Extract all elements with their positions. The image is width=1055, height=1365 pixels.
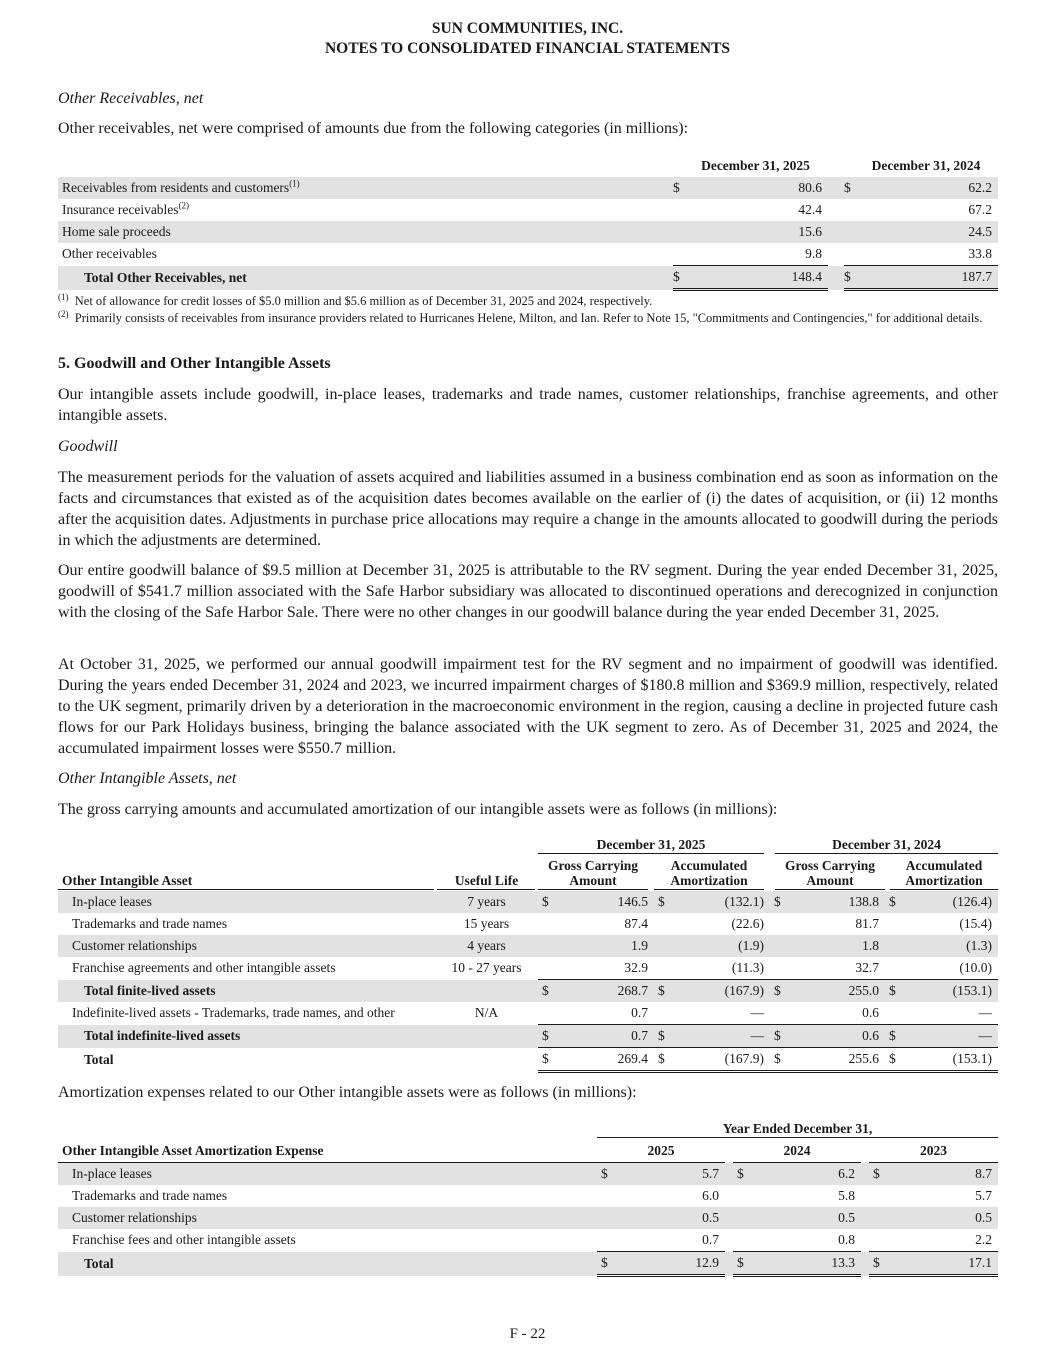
intangibles-row [58, 913, 998, 935]
total-label: Total Other Receivables, net [58, 266, 673, 290]
dollar-sign: $ [601, 1255, 608, 1270]
intangibles-row [58, 957, 998, 980]
oia-intro: The gross carrying amounts and accumulated amortization of our intangible assets were as follows (in millions): [58, 801, 778, 818]
amount-2023 [869, 1163, 998, 1186]
dollar-sign [844, 221, 854, 243]
spacer [828, 221, 844, 243]
dollar-sign: $ [654, 1025, 668, 1048]
row-label: Franchise fees and other intangible assets [72, 1232, 296, 1248]
col-year-2023: 2023 [869, 1140, 998, 1163]
receivables-body [58, 177, 998, 291]
dollar-sign: $ [601, 1166, 608, 1181]
footnote-1: $^{(1)}$ Net of allowance for credit losses of $5.0 million and $5.6 million as of December 31, 2025 and 2024, respectively. [58, 291, 653, 308]
company-name: SUN COMMUNITIES, INC. [431, 20, 624, 37]
dollar-sign [844, 243, 854, 266]
row-label-text: Home sale proceeds [62, 224, 171, 239]
spacer [861, 1252, 869, 1276]
dollar-sign [770, 913, 784, 935]
row-label [58, 243, 673, 266]
goodwill-paragraph-1: The measurement periods for the valuation of assets acquired and liabilities assumed in a business combination end as soon as information on the facts and circumstances that existed as of the acquisition dates becomes available on the earlier of (i) the dates of acquisition, or (ii) 12 months after the acquisition dates. Adjustments in purchase price allocations may require a change in the amounts allocated to goodwill during the periods in which the adjustments are determined. [58, 469, 998, 549]
row-label: Total [84, 1051, 114, 1067]
section-5-intro: Our intangible assets include goodwill, in-place leases, trademarks and trade names, customer relationships, franchise agreements, and other intangible assets. [58, 386, 998, 424]
intangibles-period-2025: December 31, 2025 [538, 836, 764, 854]
gross-2025: 268.7 [552, 980, 654, 1003]
dollar-sign: $ [673, 177, 683, 199]
accum-2024: (126.4) [899, 891, 998, 913]
gross-2025: 87.4 [624, 916, 648, 931]
gross-2025: 0.7 [552, 1025, 654, 1048]
rule-asset [58, 889, 434, 890]
page-number: F - 22 [509, 1326, 546, 1342]
dollar-sign [770, 957, 784, 980]
dollar-sign: $ [654, 891, 668, 913]
dollar-sign: $ [770, 980, 784, 1003]
dollar-sign [538, 1002, 552, 1025]
dollar-sign [844, 199, 854, 221]
gross-2024: 138.8 [784, 891, 885, 913]
intangibles-period-2024: December 31, 2024 [775, 836, 998, 854]
value-2024: 33.8 [968, 246, 992, 261]
row-label: Total finite-lived assets [58, 980, 435, 1003]
footnote-2: $^{(2)}$ Primarily consists of receivables from insurance providers related to Hurricanes Helene, Milton, and Ian. Refer to Note 15, "Commitments and Contingencies," for additional details. [58, 308, 983, 325]
receivables-row [58, 243, 998, 266]
amortization-total-row [58, 1252, 998, 1276]
intangibles-table [58, 891, 998, 1073]
footnote-marker: (2) [178, 200, 190, 211]
dollar-sign: $ [873, 1166, 880, 1181]
amount-value: 6.0 [702, 1188, 719, 1203]
dollar-sign: $ [538, 980, 552, 1003]
receivables-heading: Other Receivables, net [58, 90, 204, 107]
row-label-text: Other receivables [62, 246, 157, 262]
value-2025: 42.4 [798, 202, 822, 217]
dollar-sign [885, 913, 899, 935]
dollar-sign: $ [737, 1255, 744, 1270]
dollar-sign [654, 1002, 668, 1025]
value-2025: 80.6 [683, 177, 828, 199]
amortization-period: Year Ended December 31, [597, 1120, 998, 1138]
dollar-sign [770, 935, 784, 957]
accum-2025: — [668, 1002, 770, 1025]
amount-2025 [597, 1252, 725, 1276]
accum-2025: (132.1) [668, 891, 770, 913]
spacer [725, 1185, 733, 1207]
dollar-sign: $ [770, 891, 784, 913]
gross-2025: 146.5 [552, 891, 654, 913]
accum-2025: (1.9) [668, 935, 770, 957]
gross-2024: 0.6 [784, 1025, 885, 1048]
dollar-sign: $ [654, 980, 668, 1003]
amount-value: 17.1 [968, 1255, 992, 1270]
dollar-sign [654, 913, 668, 935]
amount-value: 0.5 [702, 1210, 719, 1225]
useful-life: 10 - 27 years [451, 960, 522, 976]
amount-2023 [869, 1207, 998, 1229]
spacer [725, 1207, 733, 1229]
col-accum-2025: Accumulated Amortization [670, 858, 748, 888]
amount-value: 5.7 [975, 1188, 992, 1203]
spacer [828, 199, 844, 221]
section-5-title: 5. Goodwill and Other Intangible Assets [58, 355, 331, 372]
col-accum-2024: Accumulated Amortization [905, 858, 983, 888]
col-gross-2025: Gross Carrying Amount [547, 858, 639, 888]
intangibles-row [58, 891, 998, 913]
row-label [58, 177, 673, 199]
receivables-total-row [58, 266, 998, 290]
col-amortization-expense: Other Intangible Asset Amortization Expense [58, 1140, 597, 1163]
amount-value: 13.3 [831, 1255, 855, 1270]
dollar-sign [654, 957, 668, 980]
goodwill-paragraph-3: At October 31, 2025, we performed our annual goodwill impairment test for the RV segment and no impairment of goodwill was identified. During the years ended December 31, 2024 and 2023, we incurred impairment charges of $180.8 million and $369.9 million, respectively, related to the UK segment, primarily driven by a deterioration in the macroeconomic environment in the region, causing a decline in projected future cash flows for our Park Holidays business, bringing the balance associated with the UK segment to zero. As of December 31, 2025 and 2024, the accumulated impairment losses were $550.7 million. [58, 656, 998, 757]
spacer [861, 1207, 869, 1229]
spacer [861, 1140, 869, 1163]
amount-2024 [733, 1207, 861, 1229]
spacer [725, 1163, 733, 1186]
oia-heading: Other Intangible Assets, net [58, 770, 237, 787]
rule-accum-2025 [654, 889, 764, 890]
rule-gross-2024 [775, 889, 885, 890]
row-label: In-place leases [58, 891, 435, 913]
amount-value: 0.5 [838, 1210, 855, 1225]
col-year-2025: 2025 [597, 1140, 725, 1163]
accum-2025: (11.3) [668, 957, 770, 980]
rule-life [437, 889, 535, 890]
spacer [828, 177, 844, 199]
gross-2024: 32.7 [784, 957, 885, 980]
spacer [828, 243, 844, 266]
dollar-sign [770, 1002, 784, 1025]
receivables-header-row [58, 155, 998, 178]
dollar-sign [538, 935, 552, 957]
dollar-sign: $ [844, 266, 854, 290]
total-finite-row [58, 980, 998, 1003]
receivables-row [58, 177, 998, 199]
useful-life: 7 years [435, 891, 538, 913]
spacer [725, 1252, 733, 1276]
accum-2024: (1.3) [899, 935, 998, 957]
row-label: Franchise agreements and other intangible assets [72, 960, 336, 976]
row-label: Trademarks and trade names [72, 916, 228, 931]
value-2024: 62.2 [854, 177, 998, 199]
dollar-sign: $ [673, 266, 683, 290]
footnote-marker: (1) [289, 178, 300, 189]
amount-2023 [869, 1185, 998, 1207]
row-label-text: Insurance receivables [62, 202, 179, 217]
spacer [725, 1140, 733, 1163]
useful-life [435, 1048, 538, 1072]
spacer [861, 1185, 869, 1207]
dollar-sign: $ [770, 1025, 784, 1048]
gross-2025: 32.9 [552, 957, 654, 980]
intangibles-row [58, 935, 998, 957]
amount-value: 5.8 [838, 1188, 855, 1203]
goodwill-heading: Goodwill [58, 438, 118, 455]
accum-2025: (22.6) [731, 916, 764, 931]
dollar-sign: $ [654, 1048, 668, 1072]
spacer [861, 1229, 869, 1252]
row-label [58, 221, 673, 243]
spacer [725, 1229, 733, 1252]
receivables-intro: Other receivables, net were comprised of amounts due from the following categories (in millions): [58, 120, 689, 137]
amortization-row [58, 1185, 998, 1207]
spacer [861, 1163, 869, 1186]
amount-2024 [733, 1185, 861, 1207]
amount-value: 8.7 [975, 1166, 992, 1181]
useful-life: 4 years [435, 935, 538, 957]
amortization-header-row [58, 1140, 998, 1163]
amount-2025 [597, 1185, 725, 1207]
value-2024: 67.2 [968, 202, 992, 217]
accum-2025: — [668, 1025, 770, 1048]
col-dec-2025: December 31, 2025 [683, 155, 828, 178]
row-label: Customer relationships [58, 935, 435, 957]
accum-2025: (167.9) [668, 980, 770, 1003]
gross-2024: 1.8 [784, 935, 885, 957]
amount-value: 6.2 [838, 1166, 855, 1181]
amount-value: 2.2 [975, 1232, 992, 1247]
dollar-sign: $ [885, 1025, 899, 1048]
accum-2024: (15.4) [959, 916, 992, 931]
dollar-sign [885, 957, 899, 980]
dollar-sign: $ [885, 1048, 899, 1072]
useful-life: 15 years [463, 916, 510, 931]
col-useful-life: Useful Life [454, 873, 519, 888]
accum-2024: (10.0) [899, 957, 998, 980]
gross-2025: 1.9 [552, 935, 654, 957]
dollar-sign [538, 913, 552, 935]
accum-2024: — [899, 1025, 998, 1048]
row-label: In-place leases [58, 1163, 597, 1186]
amount-2024 [733, 1163, 861, 1186]
col-other-intangible-asset: Other Intangible Asset [62, 873, 193, 888]
col-year-2024: 2024 [733, 1140, 861, 1163]
rule-gross-2025 [538, 889, 648, 890]
amount-2023 [869, 1252, 998, 1276]
dollar-sign: $ [538, 1025, 552, 1048]
amount-2025 [597, 1163, 725, 1186]
useful-life: N/A [474, 1005, 499, 1021]
amount-value: 5.7 [702, 1166, 719, 1181]
dollar-sign: $ [885, 891, 899, 913]
gross-2024: 81.7 [855, 916, 879, 931]
indefinite-row [58, 1002, 998, 1025]
gross-2025: 0.7 [552, 1002, 654, 1025]
amortization-intro: Amortization expenses related to our Other intangible assets were as follows (in millions): [58, 1084, 637, 1101]
dollar-sign [673, 243, 683, 266]
col-dec-2024: December 31, 2024 [854, 155, 998, 178]
dollar-sign [538, 957, 552, 980]
dollar-sign [654, 935, 668, 957]
gross-2024: 255.6 [784, 1048, 885, 1072]
rule-accum-2024 [890, 889, 998, 890]
receivables-table [58, 155, 998, 178]
row-label [58, 199, 673, 221]
accum-2024: (153.1) [899, 1048, 998, 1072]
total-2025: 148.4 [683, 266, 828, 290]
value-2025: 15.6 [683, 221, 828, 243]
amortization-row [58, 1163, 998, 1186]
dollar-sign: $ [538, 1048, 552, 1072]
amount-value: 12.9 [695, 1255, 719, 1270]
row-label: Customer relationships [58, 1207, 597, 1229]
receivables-row [58, 199, 998, 221]
accum-2025: (167.9) [668, 1048, 770, 1072]
receivables-row [58, 221, 998, 243]
goodwill-paragraph-2: Our entire goodwill balance of $9.5 million at December 31, 2025 is attributable to the RV segment. During the year ended December 31, 2025, goodwill of $541.7 million associated with the Safe Harbor subsidiary was allocated to discontinued operations and derecognized in conjunction with the closing of the Safe Harbor Sale. There were no other changes in our goodwill balance during the year ended December 31, 2025. [58, 562, 998, 621]
amount-2023 [869, 1229, 998, 1252]
amount-2025 [597, 1229, 725, 1252]
row-label: Trademarks and trade names [72, 1188, 228, 1203]
dollar-sign: $ [844, 177, 854, 199]
document-subtitle: NOTES TO CONSOLIDATED FINANCIAL STATEMENTS [324, 40, 731, 57]
value-2024: 24.5 [854, 221, 998, 243]
intangibles-total-row [58, 1048, 998, 1072]
accum-2024: — [899, 1002, 998, 1025]
total-indefinite-row [58, 1025, 998, 1048]
row-label: Total [58, 1252, 597, 1276]
dollar-sign [885, 935, 899, 957]
total-2024: 187.7 [854, 266, 998, 290]
amortization-row [58, 1229, 998, 1252]
value-2025: 9.8 [805, 246, 822, 261]
row-label-text: Receivables from residents and customers [62, 180, 290, 195]
gross-2025: 269.4 [552, 1048, 654, 1072]
amount-2025 [597, 1207, 725, 1229]
dollar-sign [885, 1002, 899, 1025]
amount-2024 [733, 1252, 861, 1276]
row-label: Indefinite-lived assets - Trademarks, trade names, and other [72, 1005, 395, 1021]
amount-value: 0.5 [975, 1210, 992, 1225]
dollar-sign: $ [873, 1255, 880, 1270]
col-gross-2024: Gross Carrying Amount [784, 858, 876, 888]
amortization-table [58, 1140, 998, 1277]
useful-life [435, 1025, 538, 1048]
dollar-sign: $ [737, 1166, 744, 1181]
amount-value: 0.7 [702, 1232, 719, 1247]
row-label: Total indefinite-lived assets [58, 1025, 435, 1048]
amount-2024 [733, 1229, 861, 1252]
dollar-sign: $ [770, 1048, 784, 1072]
accum-2024: (153.1) [899, 980, 998, 1003]
spacer [828, 266, 844, 290]
gross-2024: 255.0 [784, 980, 885, 1003]
dollar-sign [673, 199, 683, 221]
dollar-sign: $ [885, 980, 899, 1003]
amortization-row [58, 1207, 998, 1229]
dollar-sign [673, 221, 683, 243]
dollar-sign: $ [538, 891, 552, 913]
useful-life [435, 980, 538, 1003]
amount-value: 0.8 [838, 1232, 855, 1247]
gross-2024: 0.6 [784, 1002, 885, 1025]
